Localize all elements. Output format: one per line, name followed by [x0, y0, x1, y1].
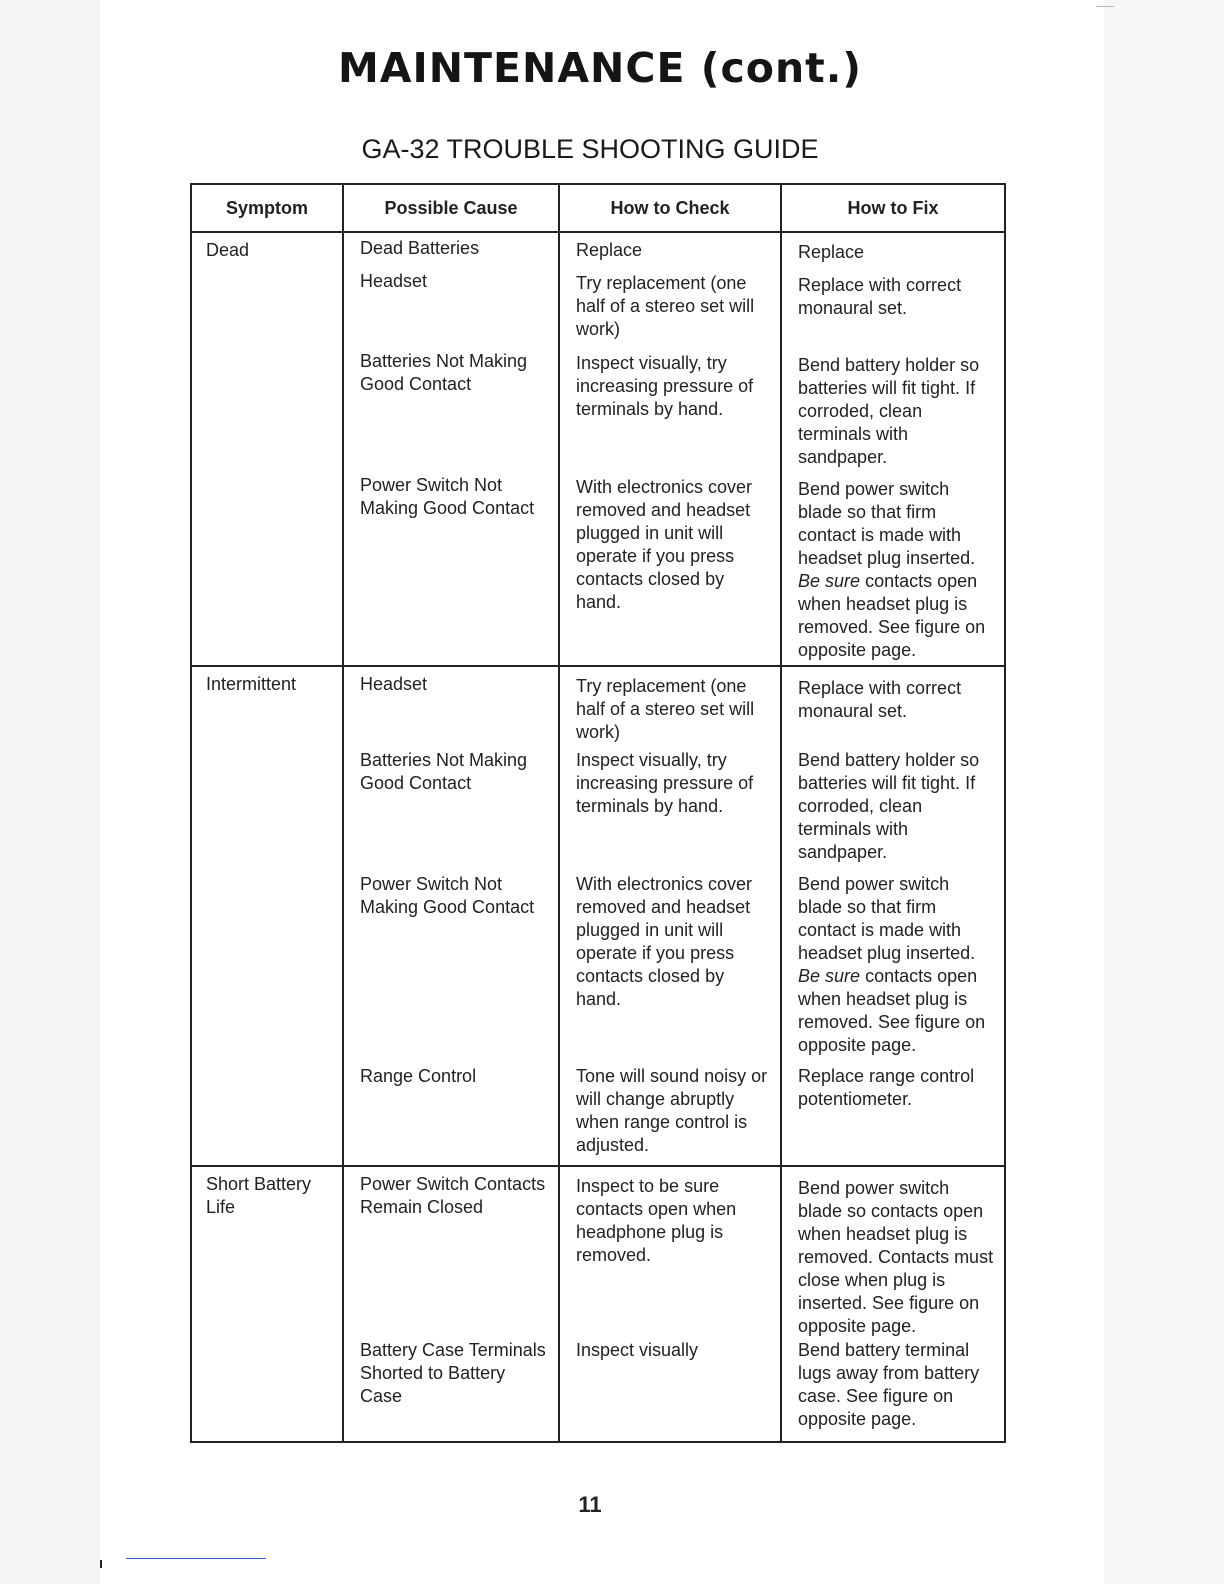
troubleshooting-table — [190, 183, 1006, 1443]
cause-entry: Battery Case Terminals Shorted to Battery Case — [360, 1340, 546, 1406]
symptom-text: Dead — [206, 240, 250, 260]
cause-entry: Power Switch Not Making Good Contact — [360, 874, 535, 917]
check-entry: With electronics cover removed and headset plugged in unit will operate if you press contacts closed by hand. — [576, 477, 753, 612]
cause-cell — [343, 666, 559, 1166]
column-header-fix: How to Fix — [781, 184, 1005, 232]
check-entry: Replace — [576, 240, 643, 260]
page-number: 11 — [578, 1492, 602, 1517]
check-cell — [559, 1166, 781, 1442]
check-entry: Inspect visually, try increasing pressure of terminals by hand. — [576, 750, 754, 816]
emphasis-text: Be sure — [798, 571, 861, 591]
column-header-cause: Possible Cause — [343, 184, 559, 232]
symptom-cell — [191, 1166, 343, 1442]
page-left-margin — [0, 0, 100, 1584]
symptom-cell — [191, 232, 343, 666]
page-title: MAINTENANCE (cont.) — [337, 44, 863, 92]
table-row-short-battery-life — [191, 1166, 1005, 1442]
cause-entry: Power Switch Not Making Good Contact — [360, 475, 535, 518]
fix-cell — [781, 232, 1005, 666]
fix-entry: Replace — [798, 242, 865, 262]
fix-entry: Replace with correct monaural set. — [798, 275, 962, 318]
check-entry: Tone will sound noisy or will change abruptly when range control is adjusted. — [576, 1066, 768, 1155]
table-header-row — [191, 184, 1005, 232]
column-header-check: How to Check — [559, 184, 781, 232]
cause-entry: Range Control — [360, 1066, 477, 1086]
fix-entry: Bend battery terminal lugs away from battery case. See figure on opposite page. — [798, 1340, 980, 1429]
fix-entry: Bend battery holder so batteries will fit tight. If corroded, clean terminals with sandpaper. — [798, 750, 980, 862]
cause-entry: Batteries Not Making Good Contact — [360, 750, 528, 793]
fix-entry: Replace range control potentiometer. — [798, 1066, 975, 1109]
fix-entry: Replace with correct monaural set. — [798, 678, 962, 721]
check-entry: Inspect visually — [576, 1340, 699, 1360]
check-entry: Inspect to be sure contacts open when headphone plug is removed. — [576, 1176, 737, 1265]
fix-text: Bend power switch blade so that firm contact is made with headset plug inserted. — [798, 479, 976, 568]
symptom-cell — [191, 666, 343, 1166]
fix-entry: Bend power switch blade so contacts open when headset plug is removed. Contacts must close when plug is inserted. See figure on opposite page. — [798, 1178, 994, 1336]
check-entry: With electronics cover removed and headset plugged in unit will operate if you press contacts closed by hand. — [576, 874, 753, 1009]
symptom-text: Short Battery Life — [206, 1174, 312, 1217]
cause-entry: Headset — [360, 674, 428, 694]
symptom-text: Intermittent — [206, 674, 297, 694]
fix-cell — [781, 666, 1005, 1166]
scan-mark — [1096, 6, 1114, 7]
check-entry: Try replacement (one half of a stereo set will work) — [576, 273, 755, 339]
footer-rule — [126, 1558, 266, 1559]
check-cell — [559, 666, 781, 1166]
table-row-intermittent — [191, 666, 1005, 1166]
fix-text: contacts open when headset plug is removed. See figure on opposite page. — [798, 571, 986, 660]
cause-cell — [343, 1166, 559, 1442]
emphasis-text: Be sure — [798, 966, 861, 986]
column-header-symptom: Symptom — [191, 184, 343, 232]
fix-entry — [782, 478, 1004, 662]
fix-cell — [781, 1166, 1005, 1442]
scan-tick — [100, 1560, 102, 1568]
cause-cell — [343, 232, 559, 666]
check-entry: Try replacement (one half of a stereo set will work) — [576, 676, 755, 742]
fix-entry: Bend battery holder so batteries will fit tight. If corroded, clean terminals with sandpaper. — [798, 355, 980, 467]
fix-text: Bend power switch blade so that firm contact is made with headset plug inserted. — [798, 874, 976, 963]
cause-entry: Batteries Not Making Good Contact — [360, 351, 528, 394]
guide-subtitle: GA-32 TROUBLE SHOOTING GUIDE — [361, 134, 819, 164]
cause-entry: Power Switch Contacts Remain Closed — [360, 1174, 546, 1217]
cause-entry: Headset — [360, 271, 428, 291]
table-row-dead — [191, 232, 1005, 666]
fix-text: contacts open when headset plug is removed. See figure on opposite page. — [798, 966, 986, 1055]
cause-entry: Dead Batteries — [360, 238, 480, 258]
check-cell — [559, 232, 781, 666]
fix-entry — [782, 873, 1004, 1065]
check-entry: Inspect visually, try increasing pressure of terminals by hand. — [576, 353, 754, 419]
page-right-margin — [1104, 0, 1224, 1584]
